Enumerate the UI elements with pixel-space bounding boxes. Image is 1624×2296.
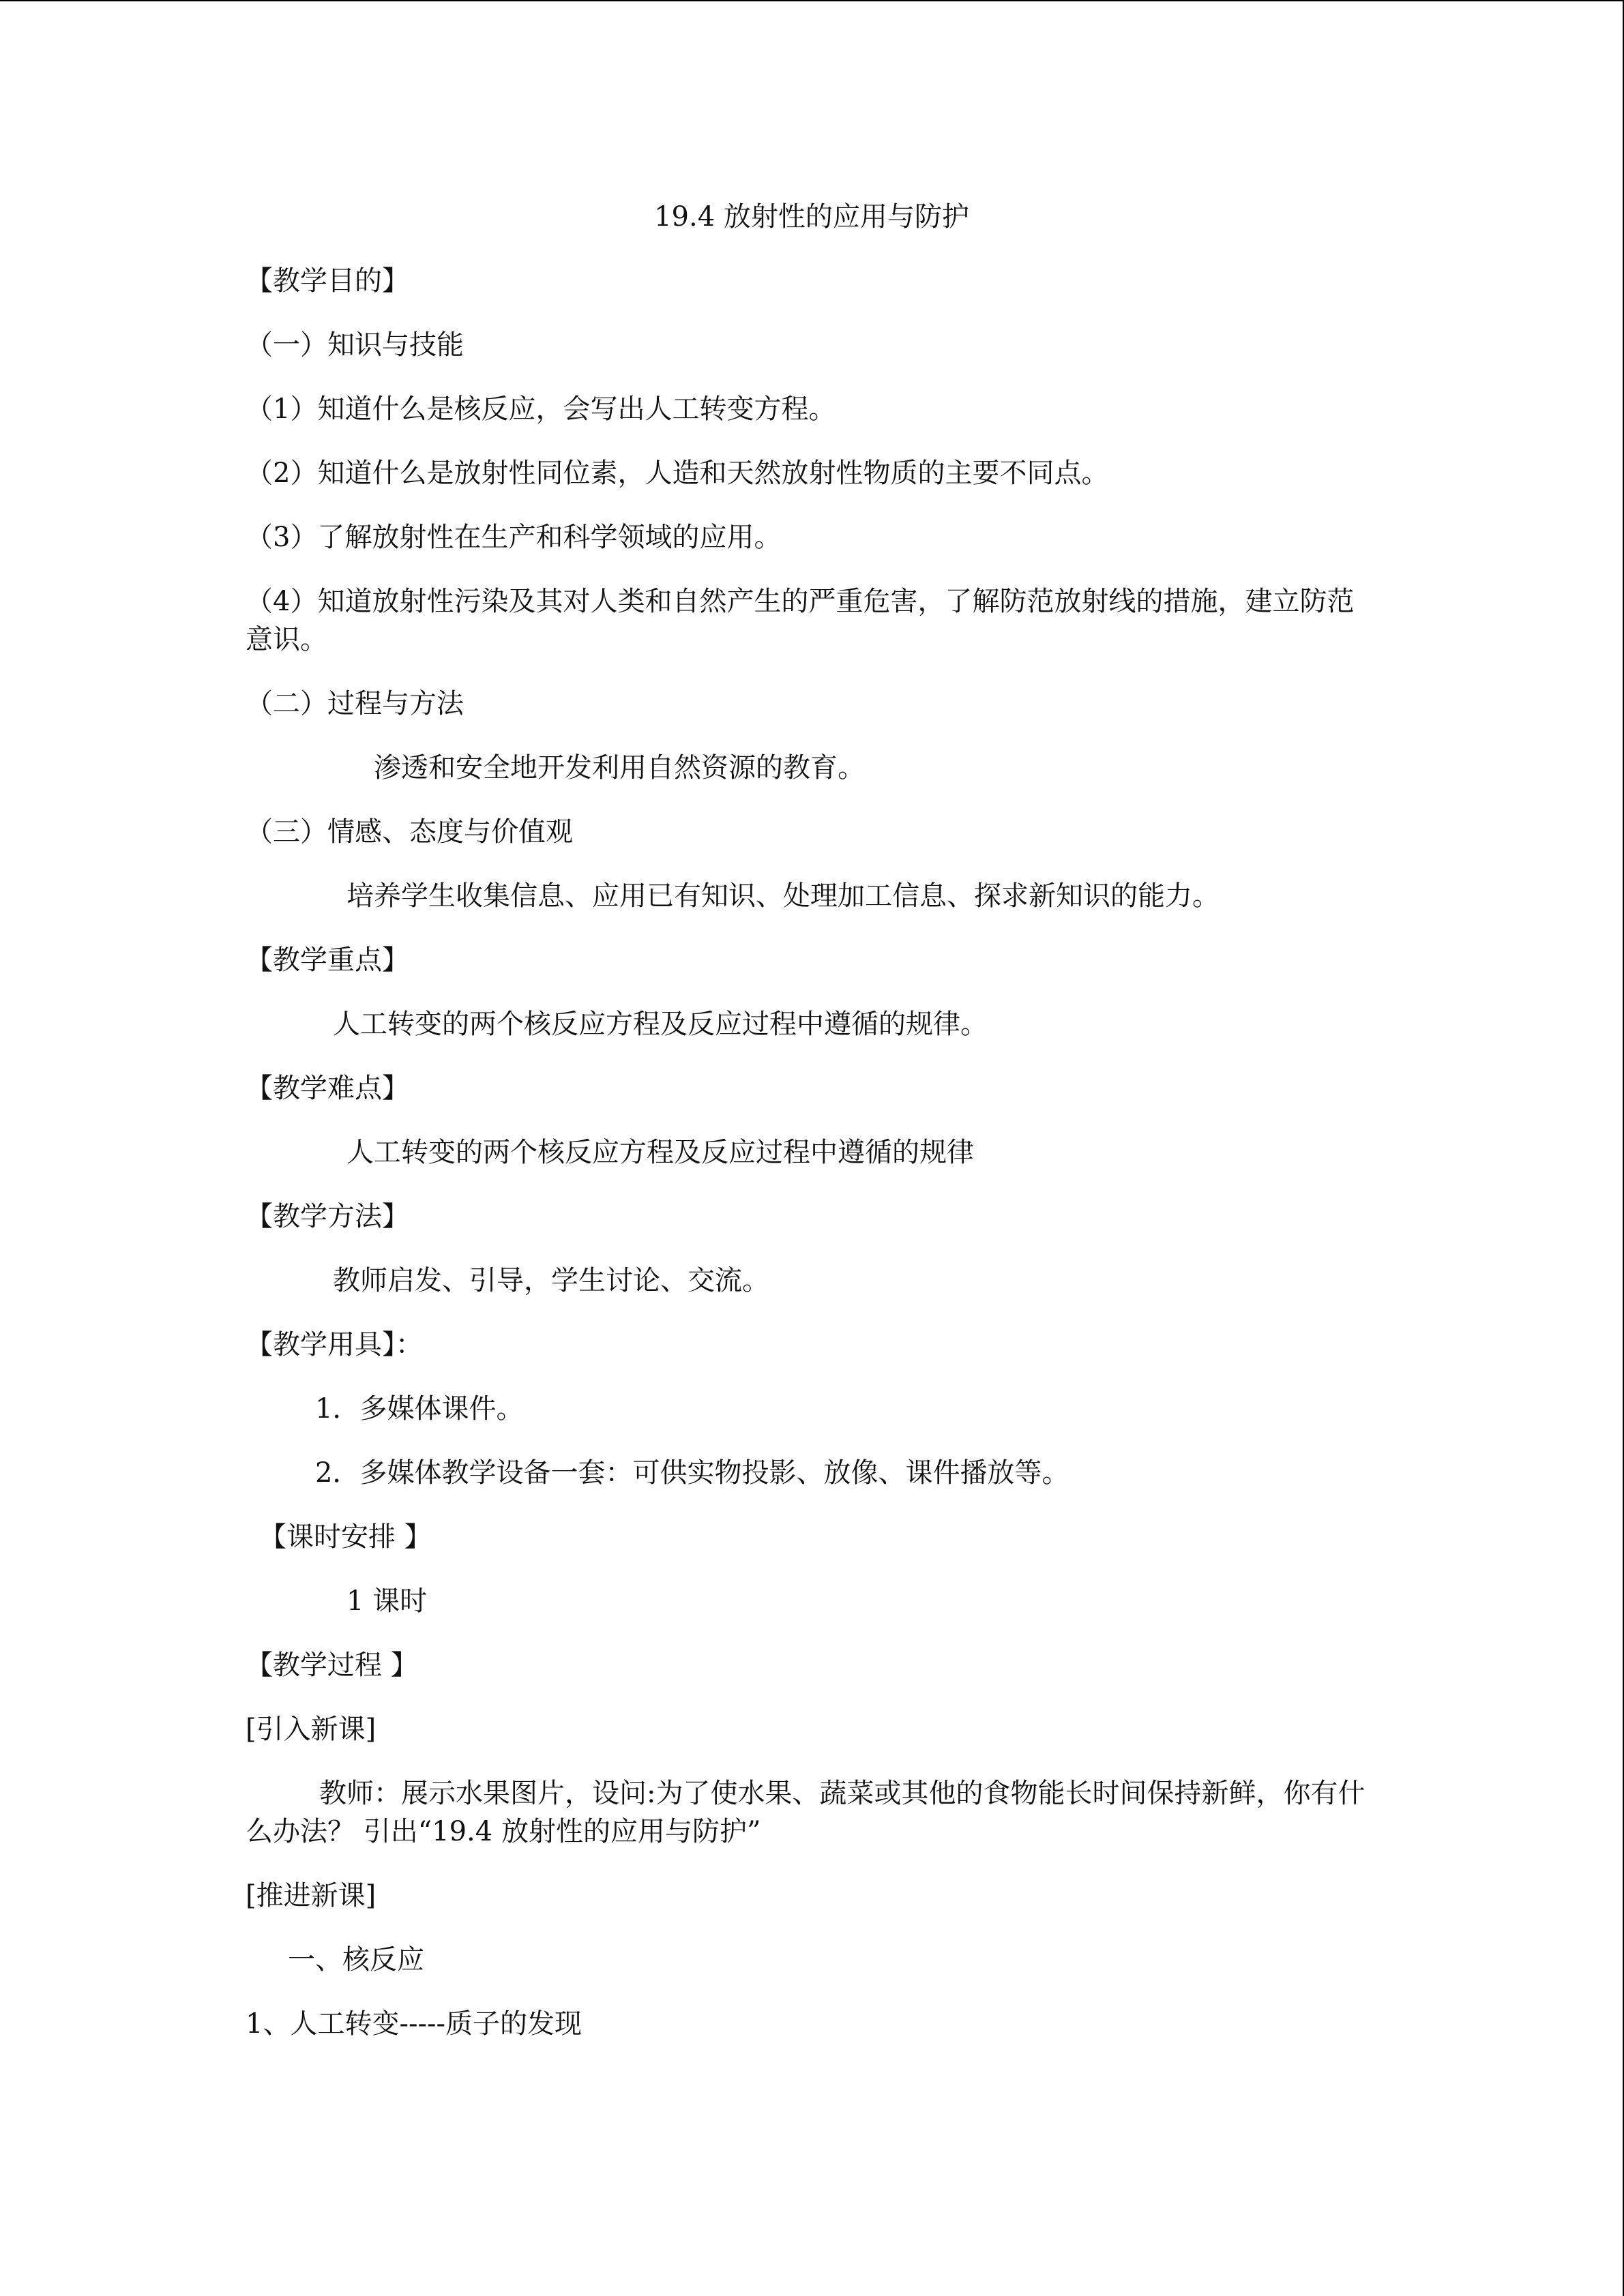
- tool-1: 1．多媒体课件。: [315, 1393, 524, 1425]
- emotion-heading: （三）情感、态度与价值观: [246, 816, 573, 848]
- objective-3: （3）了解放射性在生产和科学领域的应用。: [246, 522, 782, 553]
- schedule-text: 1 课时: [346, 1585, 428, 1617]
- subsection-1-heading: 1、人工转变-----质子的发现: [246, 2008, 582, 2040]
- knowledge-skills-heading: （一）知识与技能: [246, 329, 464, 361]
- tools-heading: 【教学用具】：: [246, 1329, 423, 1360]
- document-title: 19.4 放射性的应用与防护: [654, 201, 969, 233]
- difficulties-heading: 【教学难点】: [246, 1073, 409, 1104]
- methods-text: 教师启发、引导，学生讨论、交流。: [333, 1265, 769, 1296]
- objective-4: （4）知道放射性污染及其对人类和自然产生的严重危害，了解防范放射线的措施，建立防范意识。: [246, 586, 1355, 655]
- emotion-text: 培养学生收集信息、应用已有知识、处理加工信息、探求新知识的能力。: [346, 880, 1220, 912]
- objective-1: （1）知道什么是核反应，会写出人工转变方程。: [246, 393, 836, 425]
- key-points-heading: 【教学重点】: [246, 944, 409, 976]
- tool-2: 2．多媒体教学设备一套：可供实物投影、放像、课件播放等。: [315, 1457, 1069, 1489]
- process-method-heading: （二）过程与方法: [246, 688, 464, 719]
- key-points-text: 人工转变的两个核反应方程及反应过程中遵循的规律。: [333, 1009, 988, 1040]
- schedule-heading: 【课时安排 】: [259, 1521, 432, 1553]
- intro-heading: [引入新课]: [246, 1714, 377, 1745]
- section-1-heading: 一、核反应: [288, 1944, 424, 1976]
- difficulties-text: 人工转变的两个核反应方程及反应过程中遵循的规律: [346, 1137, 974, 1168]
- methods-heading: 【教学方法】: [246, 1201, 409, 1232]
- objective-2: （2）知道什么是放射性同位素，人造和天然放射性物质的主要不同点。: [246, 458, 1109, 489]
- intro-text: 教师：展示水果图片，设问:为了使水果、蔬菜或其他的食物能长时间保持新鲜，你有什么办法？ 引出“19.4 放射性的应用与防护”: [246, 1778, 1365, 1847]
- objectives-heading: 【教学目的】: [246, 265, 409, 297]
- new-lesson-heading: [推进新课]: [246, 1880, 377, 1911]
- process-heading: 【教学过程 】: [246, 1650, 418, 1681]
- process-method-text: 渗透和安全地开发利用自然资源的教育。: [374, 752, 865, 784]
